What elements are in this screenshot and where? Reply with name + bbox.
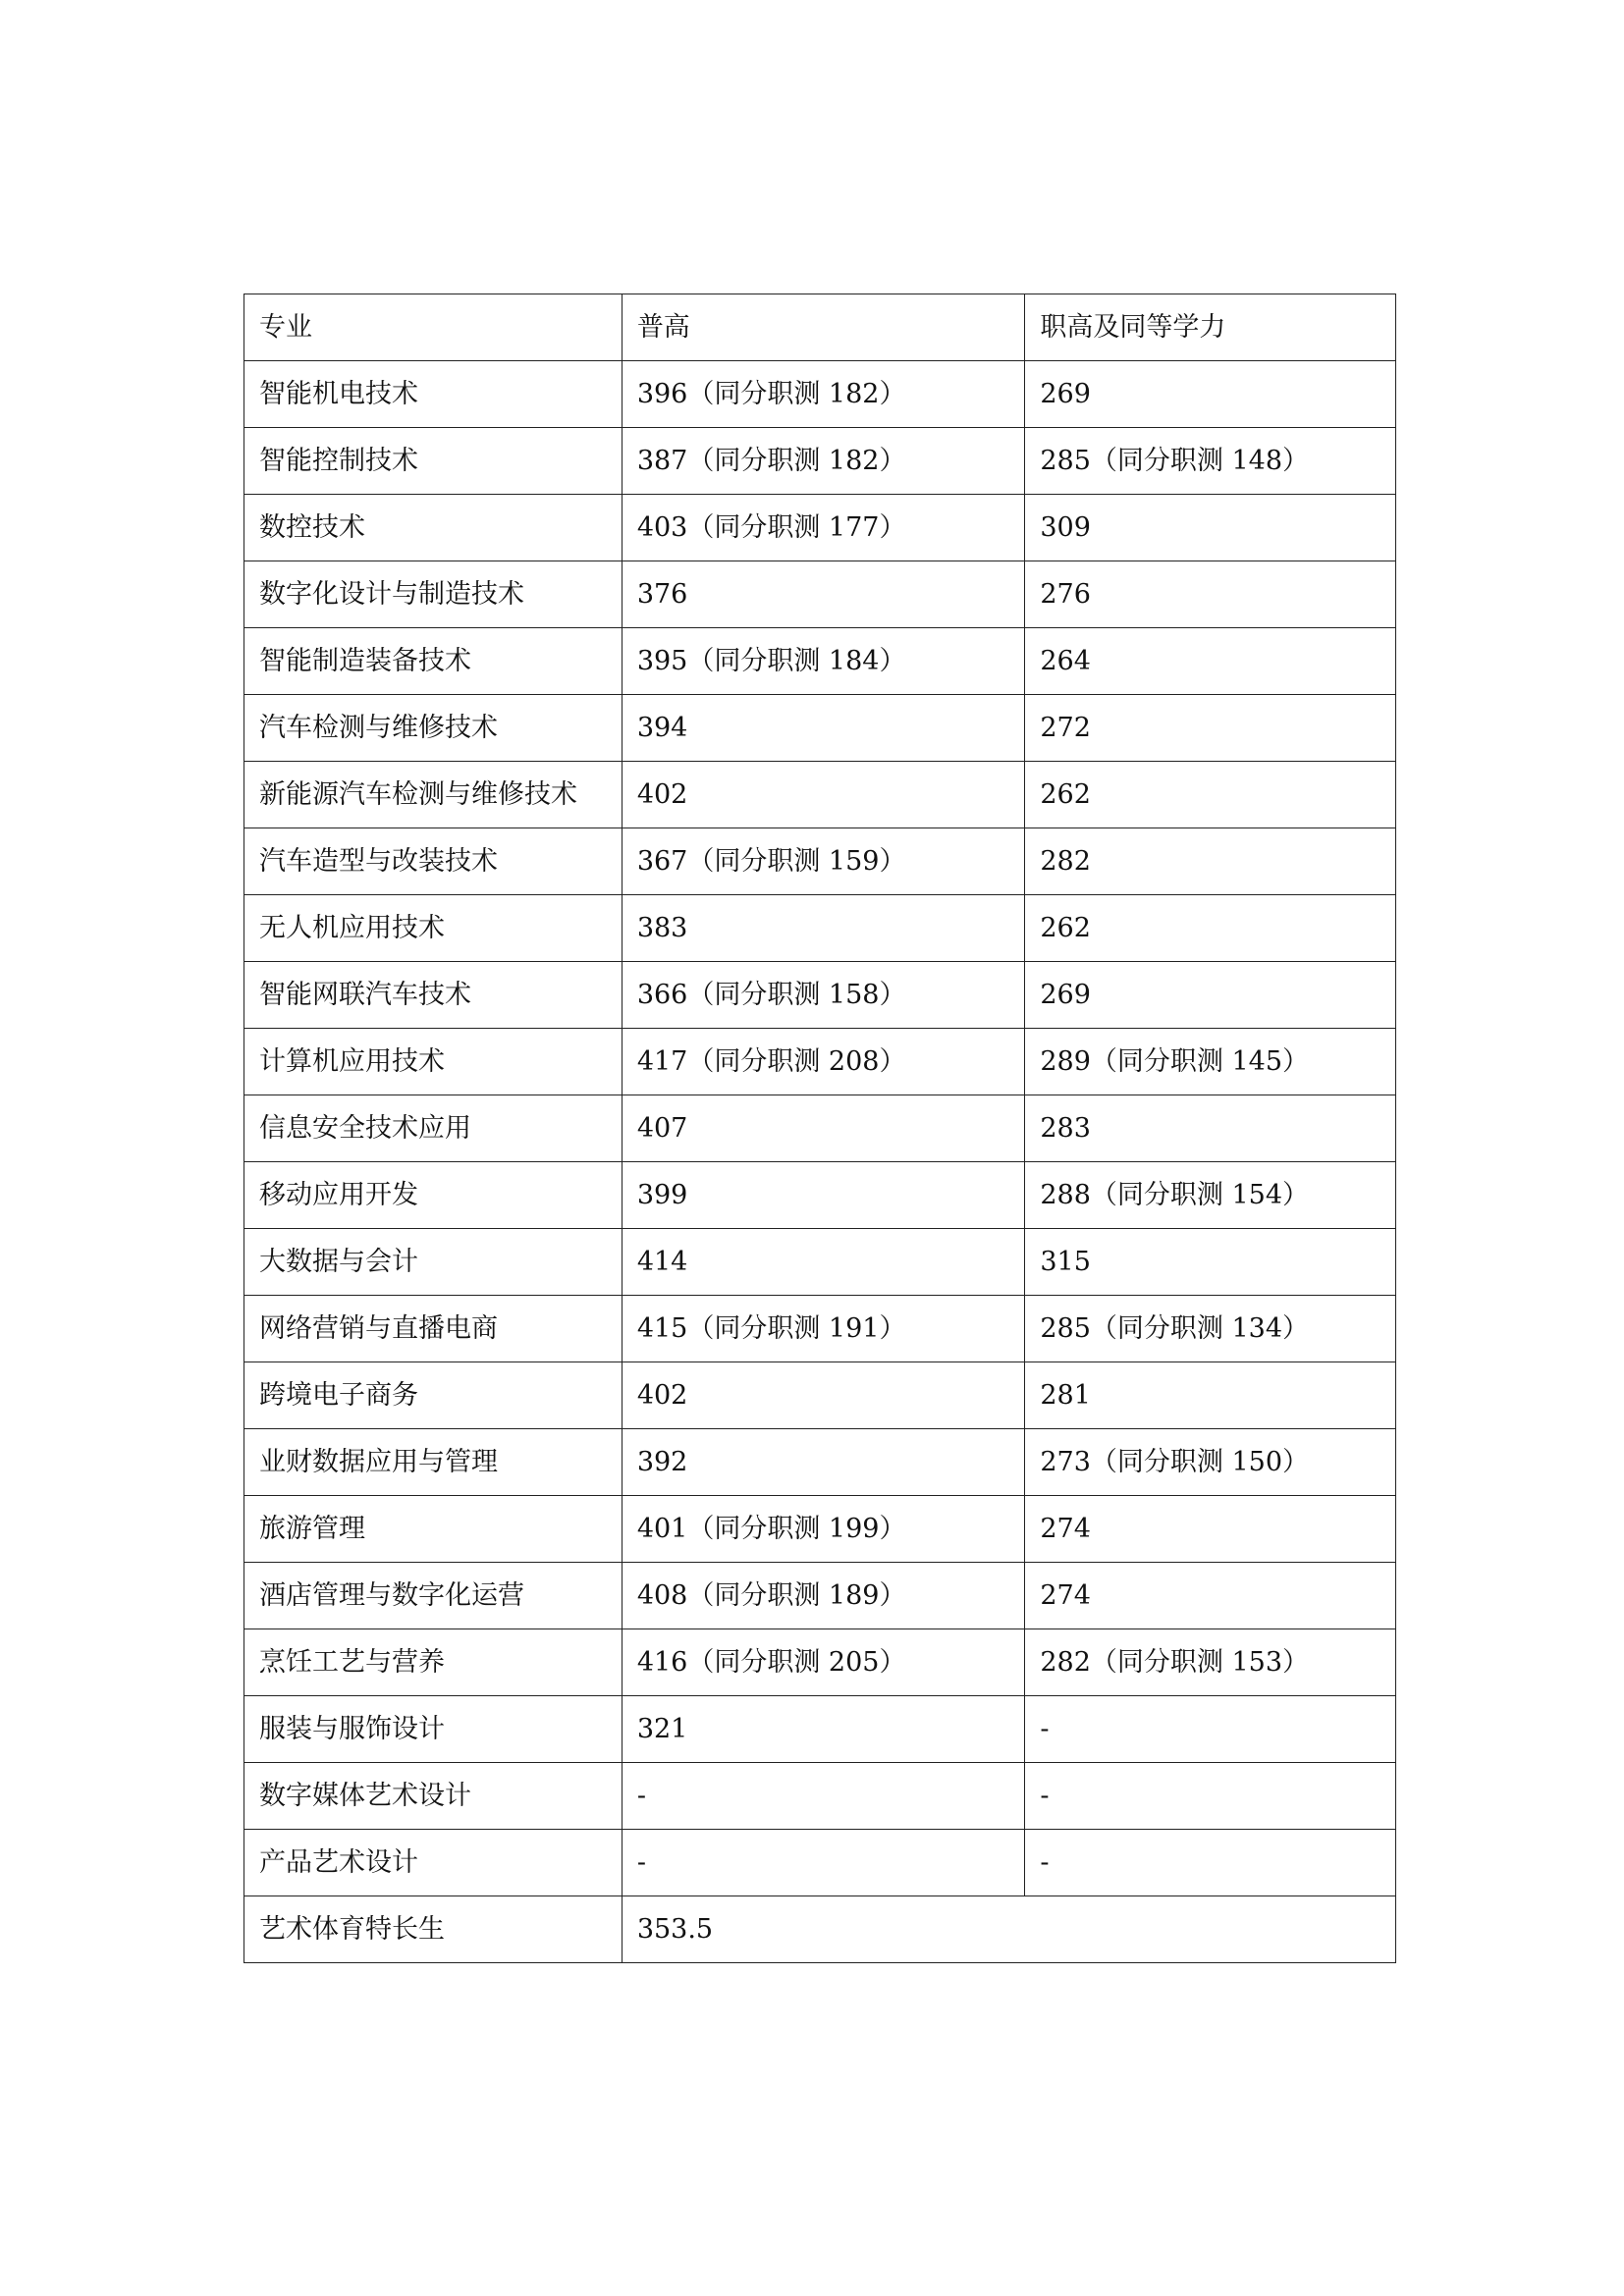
general-score-cell: 402 bbox=[622, 762, 1025, 828]
major-cell: 信息安全技术应用 bbox=[244, 1095, 623, 1162]
major-cell: 汽车检测与维修技术 bbox=[244, 695, 623, 762]
major-cell: 酒店管理与数字化运营 bbox=[244, 1563, 623, 1629]
major-cell: 旅游管理 bbox=[244, 1496, 623, 1563]
major-cell: 智能网联汽车技术 bbox=[244, 962, 623, 1029]
table-row bbox=[244, 495, 1396, 561]
vocational-score-cell: 273（同分职测 150） bbox=[1025, 1429, 1396, 1496]
general-score-cell: 395（同分职测 184） bbox=[622, 628, 1025, 695]
major-cell: 产品艺术设计 bbox=[244, 1830, 623, 1896]
major-cell: 无人机应用技术 bbox=[244, 895, 623, 962]
general-score-cell: 408（同分职测 189） bbox=[622, 1563, 1025, 1629]
general-score-cell: 399 bbox=[622, 1162, 1025, 1229]
table-row bbox=[244, 1095, 1396, 1162]
vocational-score-cell: 269 bbox=[1025, 962, 1396, 1029]
table-row bbox=[244, 1696, 1396, 1763]
vocational-score-cell: 276 bbox=[1025, 561, 1396, 628]
vocational-score-cell: - bbox=[1025, 1763, 1396, 1830]
table-row bbox=[244, 1763, 1396, 1830]
table-row bbox=[244, 1362, 1396, 1429]
general-score-cell: 376 bbox=[622, 561, 1025, 628]
general-score-cell: 366（同分职测 158） bbox=[622, 962, 1025, 1029]
major-cell: 移动应用开发 bbox=[244, 1162, 623, 1229]
major-cell: 烹饪工艺与营养 bbox=[244, 1629, 623, 1696]
vocational-score-cell: 262 bbox=[1025, 762, 1396, 828]
general-score-cell: 402 bbox=[622, 1362, 1025, 1429]
major-cell: 数字化设计与制造技术 bbox=[244, 561, 623, 628]
general-score-cell: 407 bbox=[622, 1095, 1025, 1162]
vocational-score-cell: 274 bbox=[1025, 1563, 1396, 1629]
table-row bbox=[244, 628, 1396, 695]
table-row bbox=[244, 1429, 1396, 1496]
major-cell: 网络营销与直播电商 bbox=[244, 1296, 623, 1362]
general-score-cell: 401（同分职测 199） bbox=[622, 1496, 1025, 1563]
vocational-score-cell: 289（同分职测 145） bbox=[1025, 1029, 1396, 1095]
table-row bbox=[244, 762, 1396, 828]
major-cell: 智能机电技术 bbox=[244, 361, 623, 428]
major-cell: 数控技术 bbox=[244, 495, 623, 561]
general-score-cell: 321 bbox=[622, 1696, 1025, 1763]
table-row bbox=[244, 1830, 1396, 1896]
table-body bbox=[244, 294, 1396, 1963]
major-cell: 大数据与会计 bbox=[244, 1229, 623, 1296]
table-row bbox=[244, 1296, 1396, 1362]
table-row bbox=[244, 962, 1396, 1029]
vocational-score-cell: 282（同分职测 153） bbox=[1025, 1629, 1396, 1696]
general-score-cell: 415（同分职测 191） bbox=[622, 1296, 1025, 1362]
header-major: 专业 bbox=[244, 294, 623, 361]
header-general-high-school: 普高 bbox=[622, 294, 1025, 361]
vocational-score-cell: 288（同分职测 154） bbox=[1025, 1162, 1396, 1229]
table-row bbox=[244, 1629, 1396, 1696]
table-row bbox=[244, 1162, 1396, 1229]
major-cell: 跨境电子商务 bbox=[244, 1362, 623, 1429]
vocational-score-cell: 309 bbox=[1025, 495, 1396, 561]
table-row bbox=[244, 695, 1396, 762]
table-row bbox=[244, 1563, 1396, 1629]
table-row bbox=[244, 561, 1396, 628]
major-cell: 智能控制技术 bbox=[244, 428, 623, 495]
vocational-score-cell: 269 bbox=[1025, 361, 1396, 428]
vocational-score-cell: 283 bbox=[1025, 1095, 1396, 1162]
vocational-score-cell: 281 bbox=[1025, 1362, 1396, 1429]
header-vocational-high-school: 职高及同等学力 bbox=[1025, 294, 1396, 361]
merged-score-cell: 353.5 bbox=[622, 1896, 1395, 1963]
vocational-score-cell: 272 bbox=[1025, 695, 1396, 762]
vocational-score-cell: 282 bbox=[1025, 828, 1396, 895]
major-cell: 数字媒体艺术设计 bbox=[244, 1763, 623, 1830]
general-score-cell: 387（同分职测 182） bbox=[622, 428, 1025, 495]
vocational-score-cell: - bbox=[1025, 1830, 1396, 1896]
table-row bbox=[244, 1496, 1396, 1563]
general-score-cell: 416（同分职测 205） bbox=[622, 1629, 1025, 1696]
vocational-score-cell: 285（同分职测 134） bbox=[1025, 1296, 1396, 1362]
general-score-cell: 367（同分职测 159） bbox=[622, 828, 1025, 895]
general-score-cell: 392 bbox=[622, 1429, 1025, 1496]
vocational-score-cell: 315 bbox=[1025, 1229, 1396, 1296]
general-score-cell: 396（同分职测 182） bbox=[622, 361, 1025, 428]
table-row bbox=[244, 428, 1396, 495]
table-row bbox=[244, 828, 1396, 895]
table-row bbox=[244, 1229, 1396, 1296]
major-cell: 汽车造型与改装技术 bbox=[244, 828, 623, 895]
general-score-cell: 403（同分职测 177） bbox=[622, 495, 1025, 561]
major-cell: 计算机应用技术 bbox=[244, 1029, 623, 1095]
major-cell: 服装与服饰设计 bbox=[244, 1696, 623, 1763]
admission-score-table bbox=[244, 294, 1396, 1963]
major-cell: 新能源汽车检测与维修技术 bbox=[244, 762, 623, 828]
vocational-score-cell: 262 bbox=[1025, 895, 1396, 962]
general-score-cell: - bbox=[622, 1763, 1025, 1830]
vocational-score-cell: 274 bbox=[1025, 1496, 1396, 1563]
table-header-row bbox=[244, 294, 1396, 361]
general-score-cell: 394 bbox=[622, 695, 1025, 762]
table-row bbox=[244, 1029, 1396, 1095]
general-score-cell: 417（同分职测 208） bbox=[622, 1029, 1025, 1095]
vocational-score-cell: 264 bbox=[1025, 628, 1396, 695]
general-score-cell: 383 bbox=[622, 895, 1025, 962]
vocational-score-cell: - bbox=[1025, 1696, 1396, 1763]
general-score-cell: - bbox=[622, 1830, 1025, 1896]
table-row-special bbox=[244, 1896, 1396, 1963]
general-score-cell: 414 bbox=[622, 1229, 1025, 1296]
major-cell: 业财数据应用与管理 bbox=[244, 1429, 623, 1496]
major-cell: 艺术体育特长生 bbox=[244, 1896, 623, 1963]
major-cell: 智能制造装备技术 bbox=[244, 628, 623, 695]
vocational-score-cell: 285（同分职测 148） bbox=[1025, 428, 1396, 495]
table-row bbox=[244, 361, 1396, 428]
table-row bbox=[244, 895, 1396, 962]
